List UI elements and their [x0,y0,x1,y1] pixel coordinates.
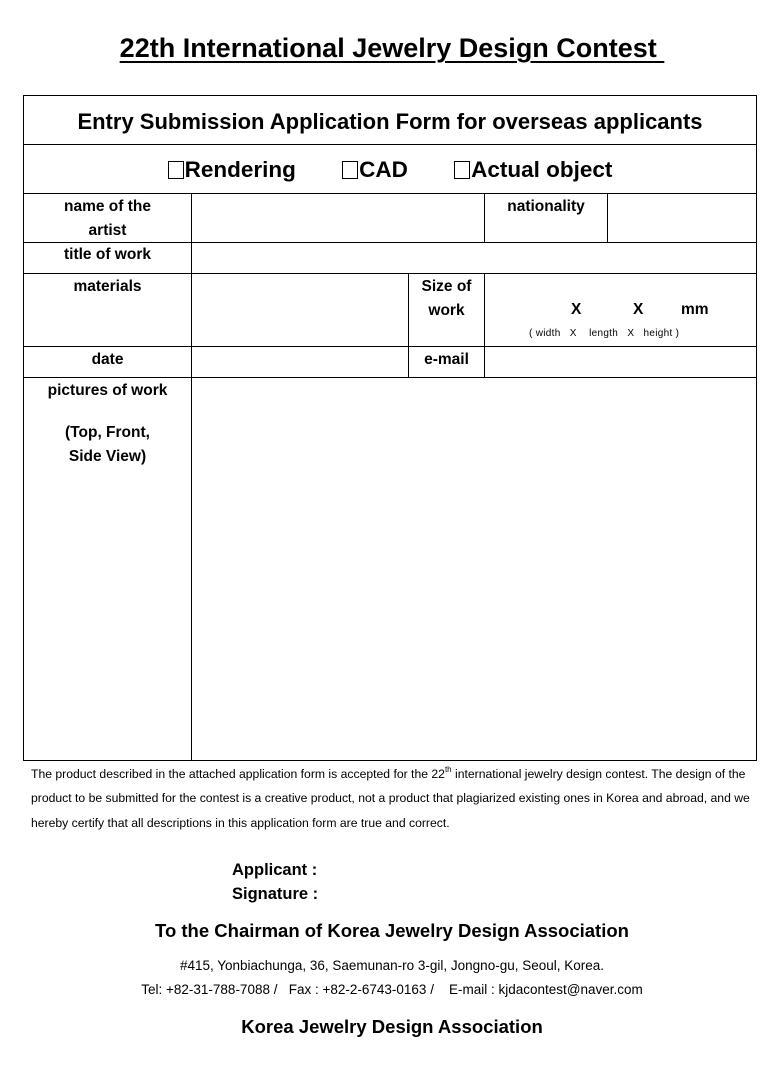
input-date[interactable] [192,347,408,377]
addressee-line: To the Chairman of Korea Jewelry Design Association [155,920,629,941]
category-rendering-label: Rendering [184,157,296,182]
rule-below-form-title [24,144,756,145]
category-cad-label: CAD [359,157,408,182]
contact-text: Tel: +82-31-788-7088 / Fax : +82-2-6743-0163 / E-mail : kjdacontest@naver.com [141,982,643,997]
label-pictures-of-work [24,379,191,469]
applicant-label: Applicant : [232,861,318,879]
document-title [0,30,784,66]
size-dimension-note: ( width X length X height ) [529,328,680,339]
checkbox-rendering[interactable] [168,161,184,179]
label-artist-name-line2: artist [88,222,127,239]
label-size-line1: Size of [421,278,472,295]
label-materials: materials [73,278,142,295]
document-title-text: 22th International Jewelry Design Contest [119,33,665,63]
size-separator-2: X [633,301,644,318]
input-nationality[interactable] [608,194,756,242]
category-actual-object[interactable] [454,155,612,185]
label-pictures-views-line2: Side View) [68,448,147,465]
label-date: date [91,351,124,368]
label-size-of-work [409,275,484,323]
input-email[interactable] [485,347,756,377]
category-options [24,155,756,185]
pictures-upload-area[interactable] [192,378,756,760]
label-nationality: nationality [507,198,585,215]
input-materials[interactable] [192,274,408,346]
label-artist-name [24,195,191,243]
size-separator-1: X [571,301,582,318]
category-actual-object-label: Actual object [471,157,613,182]
input-title-of-work[interactable] [192,243,756,273]
certification-statement [31,762,756,835]
organization-name: Korea Jewelry Design Association [241,1016,543,1037]
contact-line [0,980,784,1000]
application-form-table [23,95,757,761]
label-size-line2: work [428,302,465,319]
category-cad[interactable] [342,155,408,185]
certification-part1: The product described in the attached application form is accepted for the 22 [31,767,445,781]
input-size-of-work[interactable] [485,274,756,346]
category-rendering[interactable] [168,155,296,185]
label-pictures-line: pictures of work [47,382,168,399]
input-artist-name[interactable] [192,194,484,242]
label-email: e-mail [424,351,469,368]
size-unit: mm [681,301,709,318]
address-line: #415, Yonbiachunga, 36, Saemunan-ro 3-gil, Jongno-gu, Seoul, Korea. [179,958,605,973]
checkbox-cad[interactable] [342,161,358,179]
certification-part2: international jewelry design contest. The design of the product to be submitted for the contest is a creative product, not a product that plagiarized existing ones in Korea and abroad, and we hereby certify that all descriptions in this application form are true and correct. [31,767,750,830]
label-title-of-work: title of work [64,246,151,263]
checkbox-actual-object[interactable] [454,161,470,179]
signature-label: Signature : [232,885,319,903]
label-pictures-views-line1: (Top, Front, [65,424,150,441]
certification-ordinal-suffix: th [444,765,452,774]
form-title: Entry Submission Application Form for overseas applicants [77,109,703,134]
label-artist-name-line1: name of the [64,198,151,215]
